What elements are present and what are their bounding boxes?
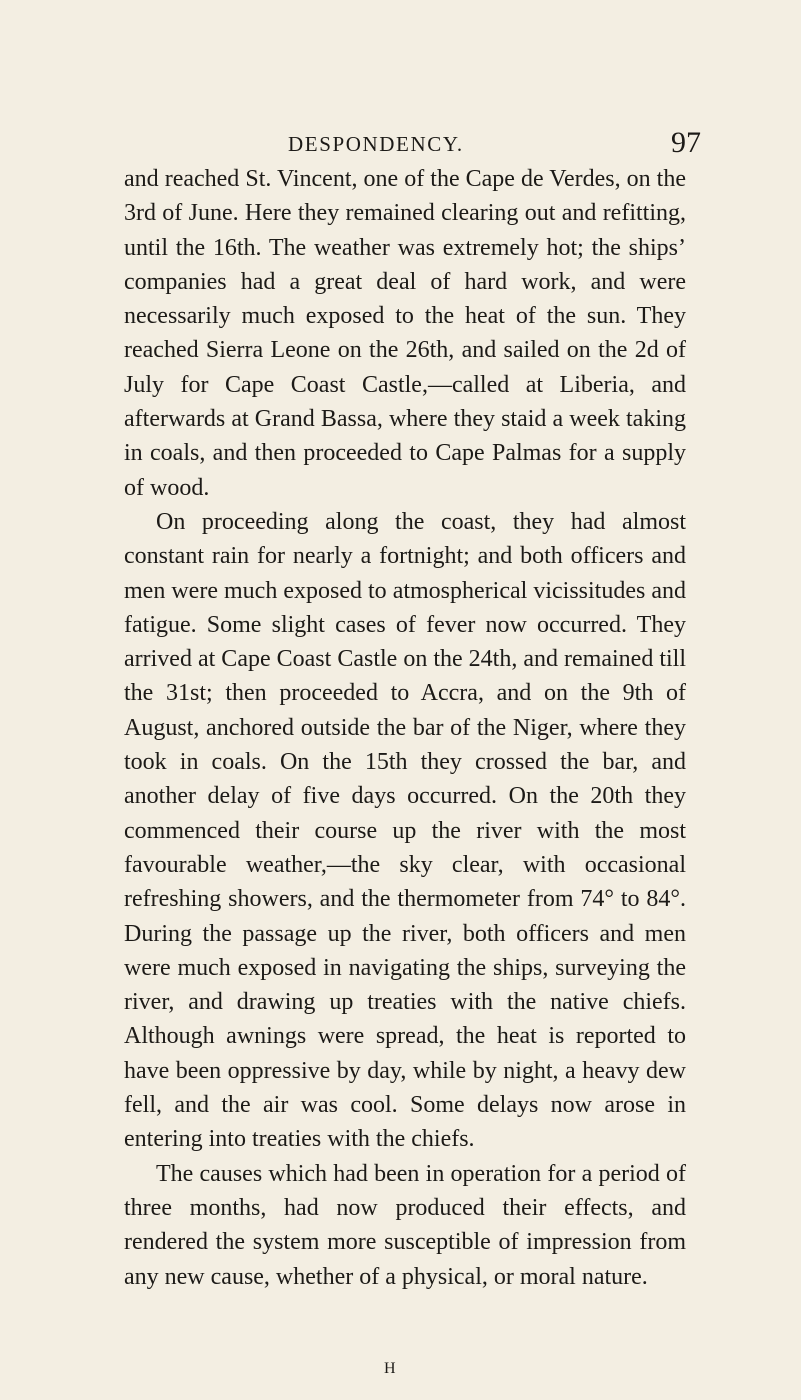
paragraph-2: On proceeding along the coast, they had almost constant rain for nearly a fortnight; and both officers and men were much exposed to atmospherical vicissitudes and fatigue. Some slight cases of fever now occurred. They arrived at Cape Coast Castle on the 24th, and remained till the 31st; then proceeded to Accra, and on the 9th of August, anchored outside the bar of the Niger, where they took in coals. On the 15th they crossed the bar, and another delay of five days occurred. On the 20th they commenced their course up the river with the most favourable weather,—the sky clear, with occasional refreshing showers, and the thermometer from 74° to 84°. During the passage up the river, both officers and men were much exposed in navigating the ships, surveying the river, and drawing up treaties with the native chiefs. Although awnings were spread, the heat is reported to have been oppressive by day, while by night, a heavy dew fell, and the air was cool. Some delays now arose in entering into treaties with the chiefs. [124, 508, 686, 1153]
page-number: 97 [671, 126, 701, 159]
running-head: DESPONDENCY. [288, 132, 464, 156]
paragraph-1: and reached St. Vincent, one of the Cape de Verdes, on the 3rd of June. Here they remained clearing out and refitting, until the 16th. The weather was extremely hot; the ships’ companies had a great deal of hard work, and were necessarily much exposed to the heat of the sun. They reached Sierra Leone on the 26th, and sailed on the 2d of July for Cape Coast Castle,—called at Liberia, and afterwards at Grand Bassa, where they staid a week taking in coals, and then proceeded to Cape Palmas for a supply of wood. [124, 166, 686, 501]
page-header [0, 120, 801, 160]
signature-mark: H [384, 1360, 397, 1377]
paragraph-3: The causes which had been in operation for a period of three months, had now produced their effects, and rendered the system more susceptible of impression from any new cause, whether of a physical, or moral nature. [124, 1160, 686, 1290]
body-text [124, 162, 686, 1294]
